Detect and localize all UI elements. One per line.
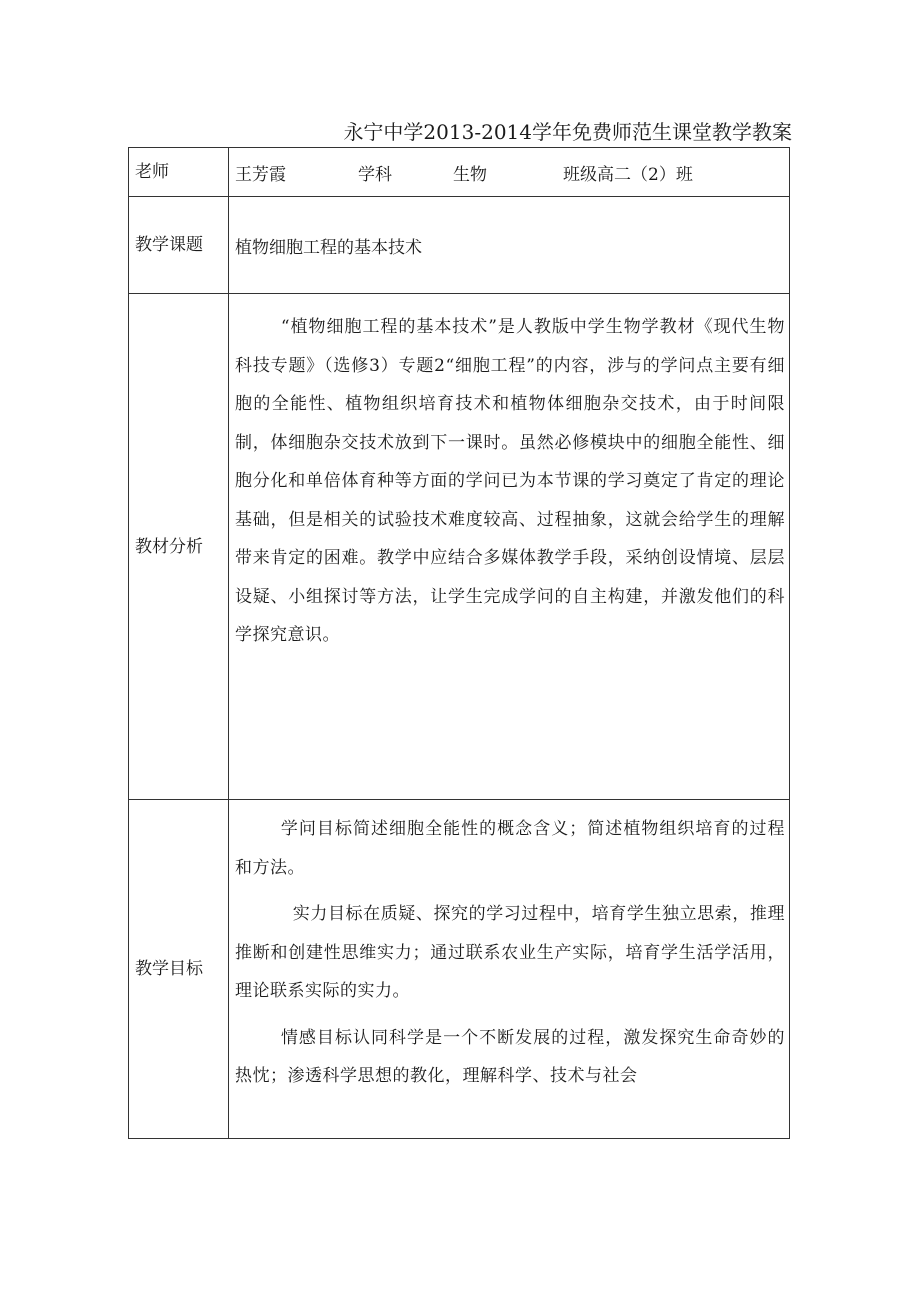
analysis-cell — [229, 294, 790, 800]
goals-wrap — [235, 800, 785, 1096]
topic-value: 植物细胞工程的基本技术 — [229, 197, 790, 294]
goals-row — [129, 800, 790, 1139]
topic-row — [129, 197, 790, 294]
analysis-row — [129, 294, 790, 800]
goals-cell — [229, 800, 790, 1139]
teacher-label: 老师 — [129, 148, 229, 197]
document-title: 永宁中学2013-2014学年免费师范生课堂教学教案 — [343, 120, 792, 144]
analysis-wrap — [235, 294, 785, 799]
subject-label: 学科 — [358, 164, 392, 185]
goals-label: 教学目标 — [129, 800, 229, 1139]
lesson-plan-table — [128, 147, 790, 1139]
emotion-goal: 情感目标认同科学是一个不断发展的过程，激发探究生命奇妙的热忱；渗透科学思想的教化，理解科学、技术与社会 — [235, 1027, 785, 1086]
teacher-name: 王芳霞 — [235, 164, 286, 185]
teacher-row — [129, 148, 790, 197]
topic-label: 教学课题 — [129, 197, 229, 294]
class-label: 班级 — [563, 164, 597, 185]
teacher-info-line — [235, 148, 785, 196]
analysis-text: “植物细胞工程的基本技术”是人教版中学生物学教材《现代生物科技专题》（选修3）专题2“细胞工程”的内容，涉与的学问点主要有细胞的全能性、植物组织培育技术和植物体细胞杂交技术，由于时间限制，体细胞杂交技术放到下一课时。虽然必修模块中的细胞全能性、细胞分化和单倍体育种等方面的学问已为本节课的学习奠定了肯定的理论基础，但是相关的试验技术难度较高、过程抽象，这就会给学生的理解带来肯定的困难。教学中应结合多媒体教学手段，采纳创设情境、层层设疑、小组探讨等方法，让学生完成学问的自主构建，并激发他们的科学探究意识。 — [235, 317, 785, 645]
knowledge-goal: 学问目标简述细胞全能性的概念含义；简述植物组织培育的过程和方法。 — [235, 819, 785, 878]
subject-value: 生物 — [453, 164, 487, 185]
class-value: 高二（2）班 — [597, 164, 693, 185]
ability-goal: 实力目标在质疑、探究的学习过程中，培育学生独立思索，推理推断和创建性思维实力；通过联系农业生产实际，培育学生活学活用，理论联系实际的实力。 — [235, 904, 785, 1001]
teacher-info-cell — [229, 148, 790, 197]
analysis-label: 教材分析 — [129, 294, 229, 800]
